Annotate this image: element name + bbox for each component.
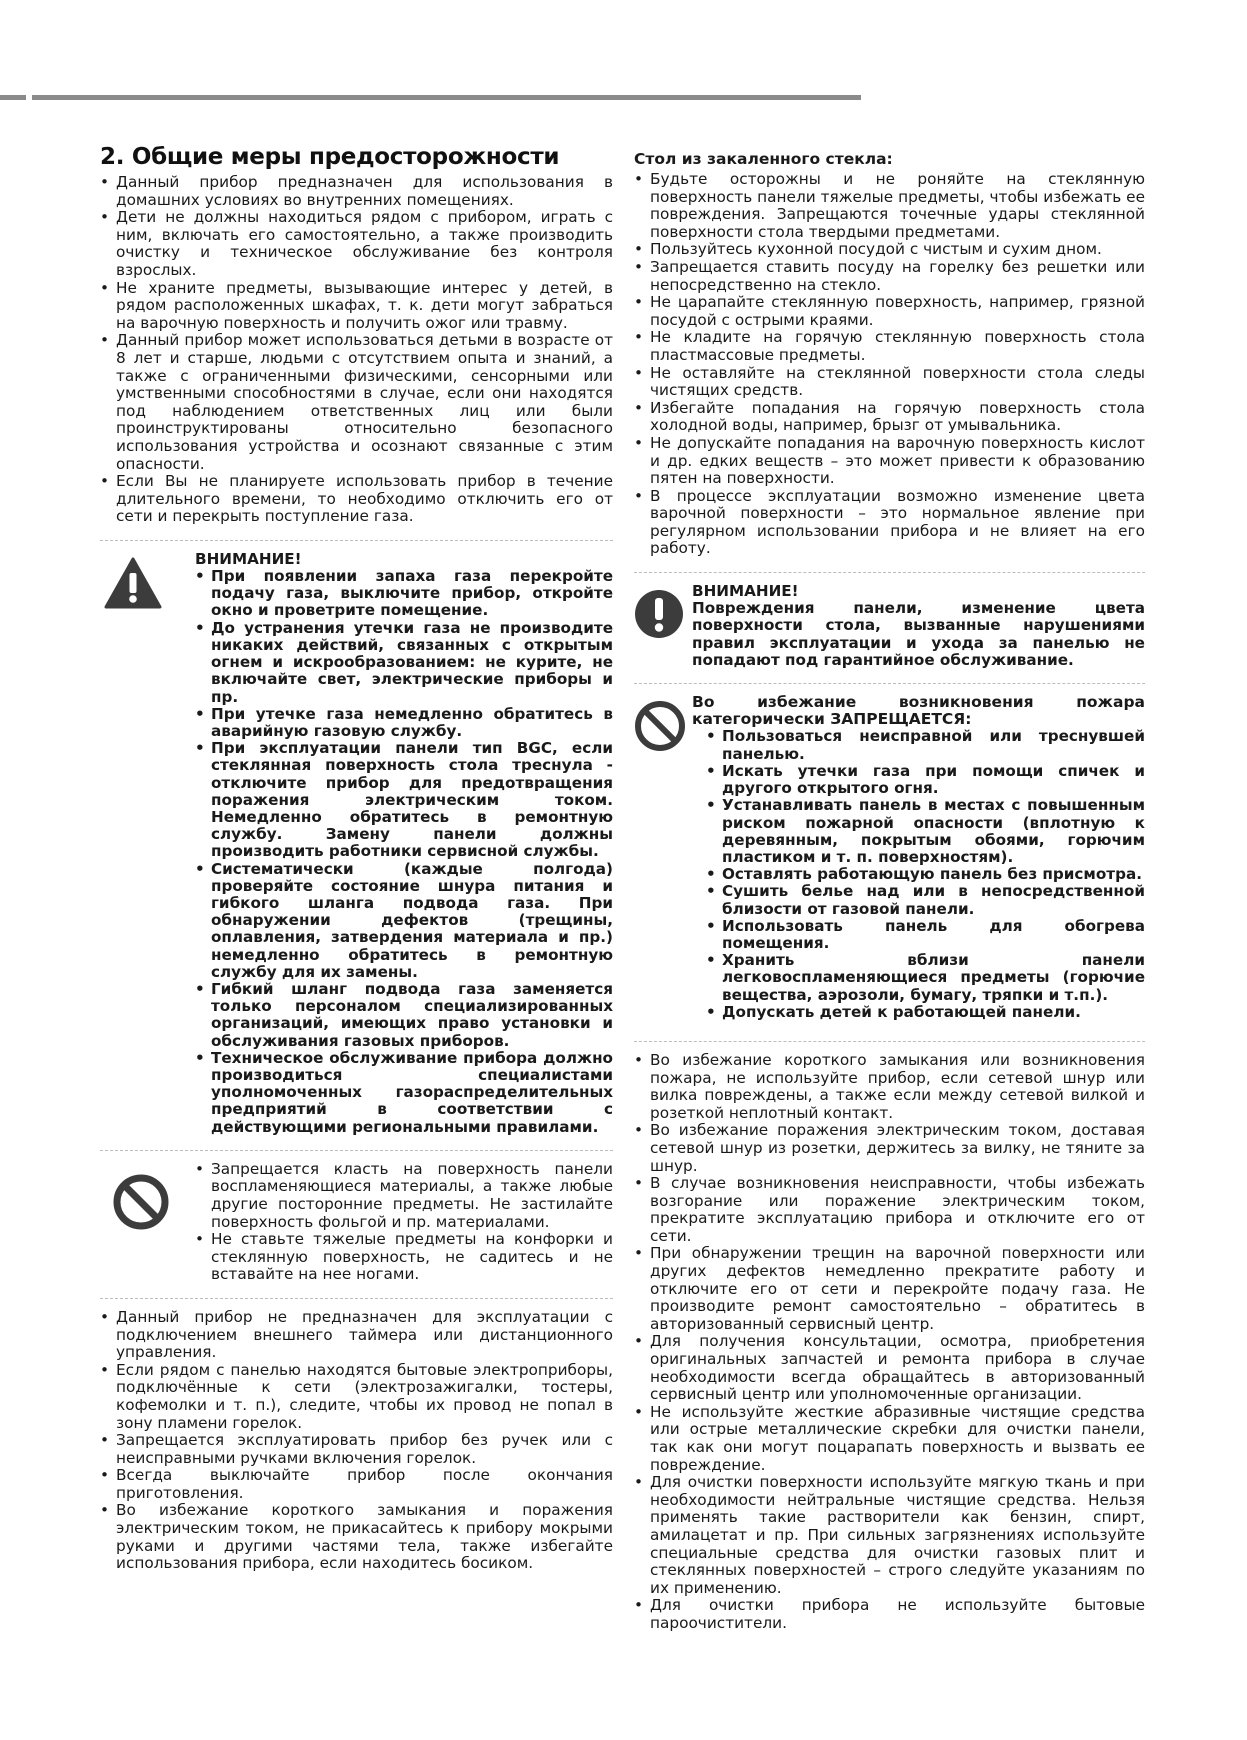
warranty-warning-block (634, 583, 1145, 669)
list-item: • Сушить белье над или в непосредственной близости от газовой панели. (706, 883, 1145, 917)
list-item: • Оставлять работающую панель без присмотра. (706, 866, 1145, 883)
prohibition-icon (634, 700, 686, 756)
warning-heading: ВНИМАНИЕ! (692, 582, 799, 601)
divider (100, 540, 613, 541)
right-outro-list (634, 1052, 1145, 1633)
divider (634, 683, 1145, 684)
list-item: • Использовать панель для обогрева помещения. (706, 918, 1145, 952)
list-item: • Не используйте жесткие абразивные чистящие средства или острые металлические скребки для очистки панели, так как они могут поцарапать поверхность и вызвать ее повреждение. (634, 1404, 1145, 1474)
list-item: • Для очистки прибора не используйте бытовые пароочистители. (634, 1597, 1145, 1632)
header-rule-short (0, 95, 26, 100)
list-item: • Не оставляйте на стеклянной поверхности стола следы чистящих средств. (634, 365, 1145, 400)
list-item: • Не кладите на горячую стеклянную поверхность стола пластмассовые предметы. (634, 329, 1145, 364)
list-item: • Не допускайте попадания на варочную поверхность кислот и др. едких веществ – это может привести к образованию пятен на поверхности. (634, 435, 1145, 488)
list-item: • Допускать детей к работающей панели. (706, 1004, 1145, 1021)
list-item: • Для получения консультации, осмотра, приобретения оригинальных запчастей и ремонта прибора в случае необходимости всегда обращайтесь в авторизованный сервисный центр или уполномоченные организации. (634, 1333, 1145, 1403)
list-item: • Будьте осторожны и не роняйте на стеклянную поверхность панели тяжелые предметы, чтобы избежать ее повреждения. Запрещаются точечные удары стеклянной поверхности стола твердыми предметами. (634, 171, 1145, 241)
list-item: • До устранения утечки газа не производите никаких действий, связанных с открытым огнем и искрообразованием: не курите, не включайте свет, электрические приборы и пр. (195, 620, 613, 706)
list-item: • Хранить вблизи панели легковоспламеняющиеся предметы (горючие вещества, аэрозоли, бумагу, тряпки и т.п.). (706, 952, 1145, 1004)
warning-heading: ВНИМАНИЕ! (195, 549, 302, 568)
list-item: • Если Вы не планируете использовать прибор в течение длительного времени, то необходимо отключить его от сети и перекрыть поступление газа. (100, 473, 613, 526)
left-outro-list (100, 1309, 613, 1573)
right-column (634, 144, 1145, 1633)
warranty-warning-text: Повреждения панели, изменение цвета поверхности стола, вызванные нарушениями правил эксплуатации и ухода за панелью не попадают под гарантийное обслуживание. (692, 599, 1145, 669)
list-item: • Всегда выключайте прибор после окончания приготовления. (100, 1467, 613, 1502)
list-item: • Если рядом с панелью находятся бытовые электроприборы, подключённые к сети (электрозажигалки, тостеры, кофемолки и т. п.), следите, чтобы их провод не попал в зону пламени горелок. (100, 1362, 613, 1432)
fire-prohibition-block (634, 694, 1145, 1021)
list-item: • Запрещается эксплуатировать прибор без ручек или с неисправными ручками включения горелок. (100, 1432, 613, 1467)
list-item: • При появлении запаха газа перекройте подачу газа, выключите прибор, откройте окно и проветрите помещение. (195, 568, 613, 620)
warning-triangle-icon (104, 557, 162, 613)
glass-list (634, 171, 1145, 558)
list-item: • Данный прибор может использоваться детьми в возрасте от 8 лет и старше, людьми с отсутствием опыта и знаний, а также с ограниченными физическими, сенсорными или умственными способностями в случае, если они находятся под наблюдением ответственных лиц или были проинструктированы относительно безопасного использования устройства и осознают связанные с этим опасности. (100, 332, 613, 473)
warning-list (195, 568, 613, 1136)
list-item: • В процессе эксплуатации возможно изменение цвета варочной поверхности – это нормальное явление при регулярном использовании прибора и не влияет на его работу. (634, 488, 1145, 558)
list-item: • Во избежание поражения электрическим током, доставая сетевой шнур из розетки, держитесь за вилку, не тяните за шнур. (634, 1122, 1145, 1175)
list-item: • Запрещается ставить посуду на горелку без решетки или непосредственно на стекло. (634, 259, 1145, 294)
gas-warning-block (100, 551, 613, 1136)
divider (100, 1150, 613, 1151)
list-item: • Во избежание короткого замыкания и поражения электрическим током, не прикасайтесь к прибору мокрыми руками и другими частями тела, также избегайте использования прибора, если находитесь босиком. (100, 1502, 613, 1572)
list-item: • Искать утечки газа при помощи спичек и другого открытого огня. (706, 763, 1145, 797)
divider (634, 1041, 1145, 1042)
list-item: • Пользоваться неисправной или треснувшей панелью. (706, 728, 1145, 762)
list-item: • При эксплуатации панели тип BGC, если стеклянная поверхность стола треснула - отключите прибор для предотвращения поражения электрическим током. Немедленно обратитесь в ремонтную службу. Замену панели должны производить работники сервисной службы. (195, 740, 613, 860)
divider (100, 1298, 613, 1299)
list-item: • Не храните предметы, вызывающие интерес у детей, в рядом расположенных шкафах, т. к. дети могут забраться на варочную поверхность и получить ожог или травму. (100, 280, 613, 333)
list-item: • Устанавливать панель в местах с повышенным риском пожарной опасности (вплотную к деревянным, покрытым обоями, горючим пластиком и т. п. поверхностям). (706, 797, 1145, 866)
list-item: • Дети не должны находиться рядом с прибором, играть с ним, включать его самостоятельно, а также производить очистку и техническое обслуживание без контроля взрослых. (100, 209, 613, 279)
list-item: • Не царапайте стеклянную поверхность, например, грязной посудой с острыми краями. (634, 294, 1145, 329)
list-item: • Запрещается класть на поверхность панели воспламеняющиеся материалы, а также любые другие посторонние предметы. Не застилайте поверхность фольгой и пр. материалами. (195, 1161, 613, 1231)
list-item: • При утечке газа немедленно обратитесь в аварийную газовую службу. (195, 706, 613, 740)
list-item: • Гибкий шланг подвода газа заменяется только персоналом специализированных организаций, имеющих право установки и обслуживания газовых приборов. (195, 981, 613, 1050)
list-item: • Для очистки поверхности используйте мягкую ткань и при необходимости нейтральные чистящие средства. Нельзя применять такие растворители как бензин, спирт, амилацетат и пр. При сильных загрязнениях используйте специальные средства для очистки газовых плит и стеклянных поверхностей – строго следуйте указаниям по их применению. (634, 1474, 1145, 1597)
list-item: • Данный прибор предназначен для использования в домашних условиях во внутренних помещениях. (100, 174, 613, 209)
header-rule-long (32, 95, 861, 100)
prohibition-list (195, 1161, 613, 1284)
left-column (100, 144, 613, 1573)
list-item: • Техническое обслуживание прибора должно производиться специалистами уполномоченных газораспределительных предприятий в соответствии с действующими региональными правилами. (195, 1050, 613, 1136)
list-item: • Избегайте попадания на горячую поверхность стола холодной воды, например, брызг от умывальника. (634, 400, 1145, 435)
list-item: • При обнаружении трещин на варочной поверхности или других дефектов немедленно прекратите работу и отключите его от сети и перекройте подачу газа. Не производите ремонт самостоятельно – обратитесь в авторизованный сервисный центр. (634, 1245, 1145, 1333)
exclamation-circle-icon (634, 589, 684, 643)
left-intro-list (100, 174, 613, 526)
fire-prohibition-list (706, 728, 1145, 1020)
list-item: • Не ставьте тяжелые предметы на конфорки и стеклянную поверхность, не садитесь и не вставайте на нее ногами. (195, 1231, 613, 1284)
list-item: • Пользуйтесь кухонной посудой с чистым и сухим дном. (634, 241, 1145, 259)
list-item: • Данный прибор не предназначен для эксплуатации с подключением внешнего таймера или дистанционного управления. (100, 1309, 613, 1362)
glass-heading: Стол из закаленного стекла: (634, 150, 893, 168)
divider (634, 572, 1145, 573)
list-item: • Во избежание короткого замыкания или возникновения пожара, не используйте прибор, если сетевой шнур или вилка повреждены, а также если между сетевой вилкой и розеткой неплотный контакт. (634, 1052, 1145, 1122)
list-item: • В случае возникновения неисправности, чтобы избежать возгорание или поражение электрическим током, прекратите эксплуатацию прибора и отключите его от сети. (634, 1175, 1145, 1245)
list-item: • Систематически (каждые полгода) проверяйте состояние шнура питания и гибкого шланга подвода газа. При обнаружении дефектов (трещины, оплавления, затвердения материала и пр.) немедленно обратитесь в ремонтную службу для их замены. (195, 861, 613, 981)
prohibition-icon (112, 1173, 170, 1235)
surface-prohibition-block (100, 1161, 613, 1284)
fire-prohibition-heading: Во избежание возникновения пожара категорически ЗАПРЕЩАЕТСЯ: (692, 693, 1145, 729)
page-title: 2. Общие меры предосторожности (100, 144, 560, 170)
